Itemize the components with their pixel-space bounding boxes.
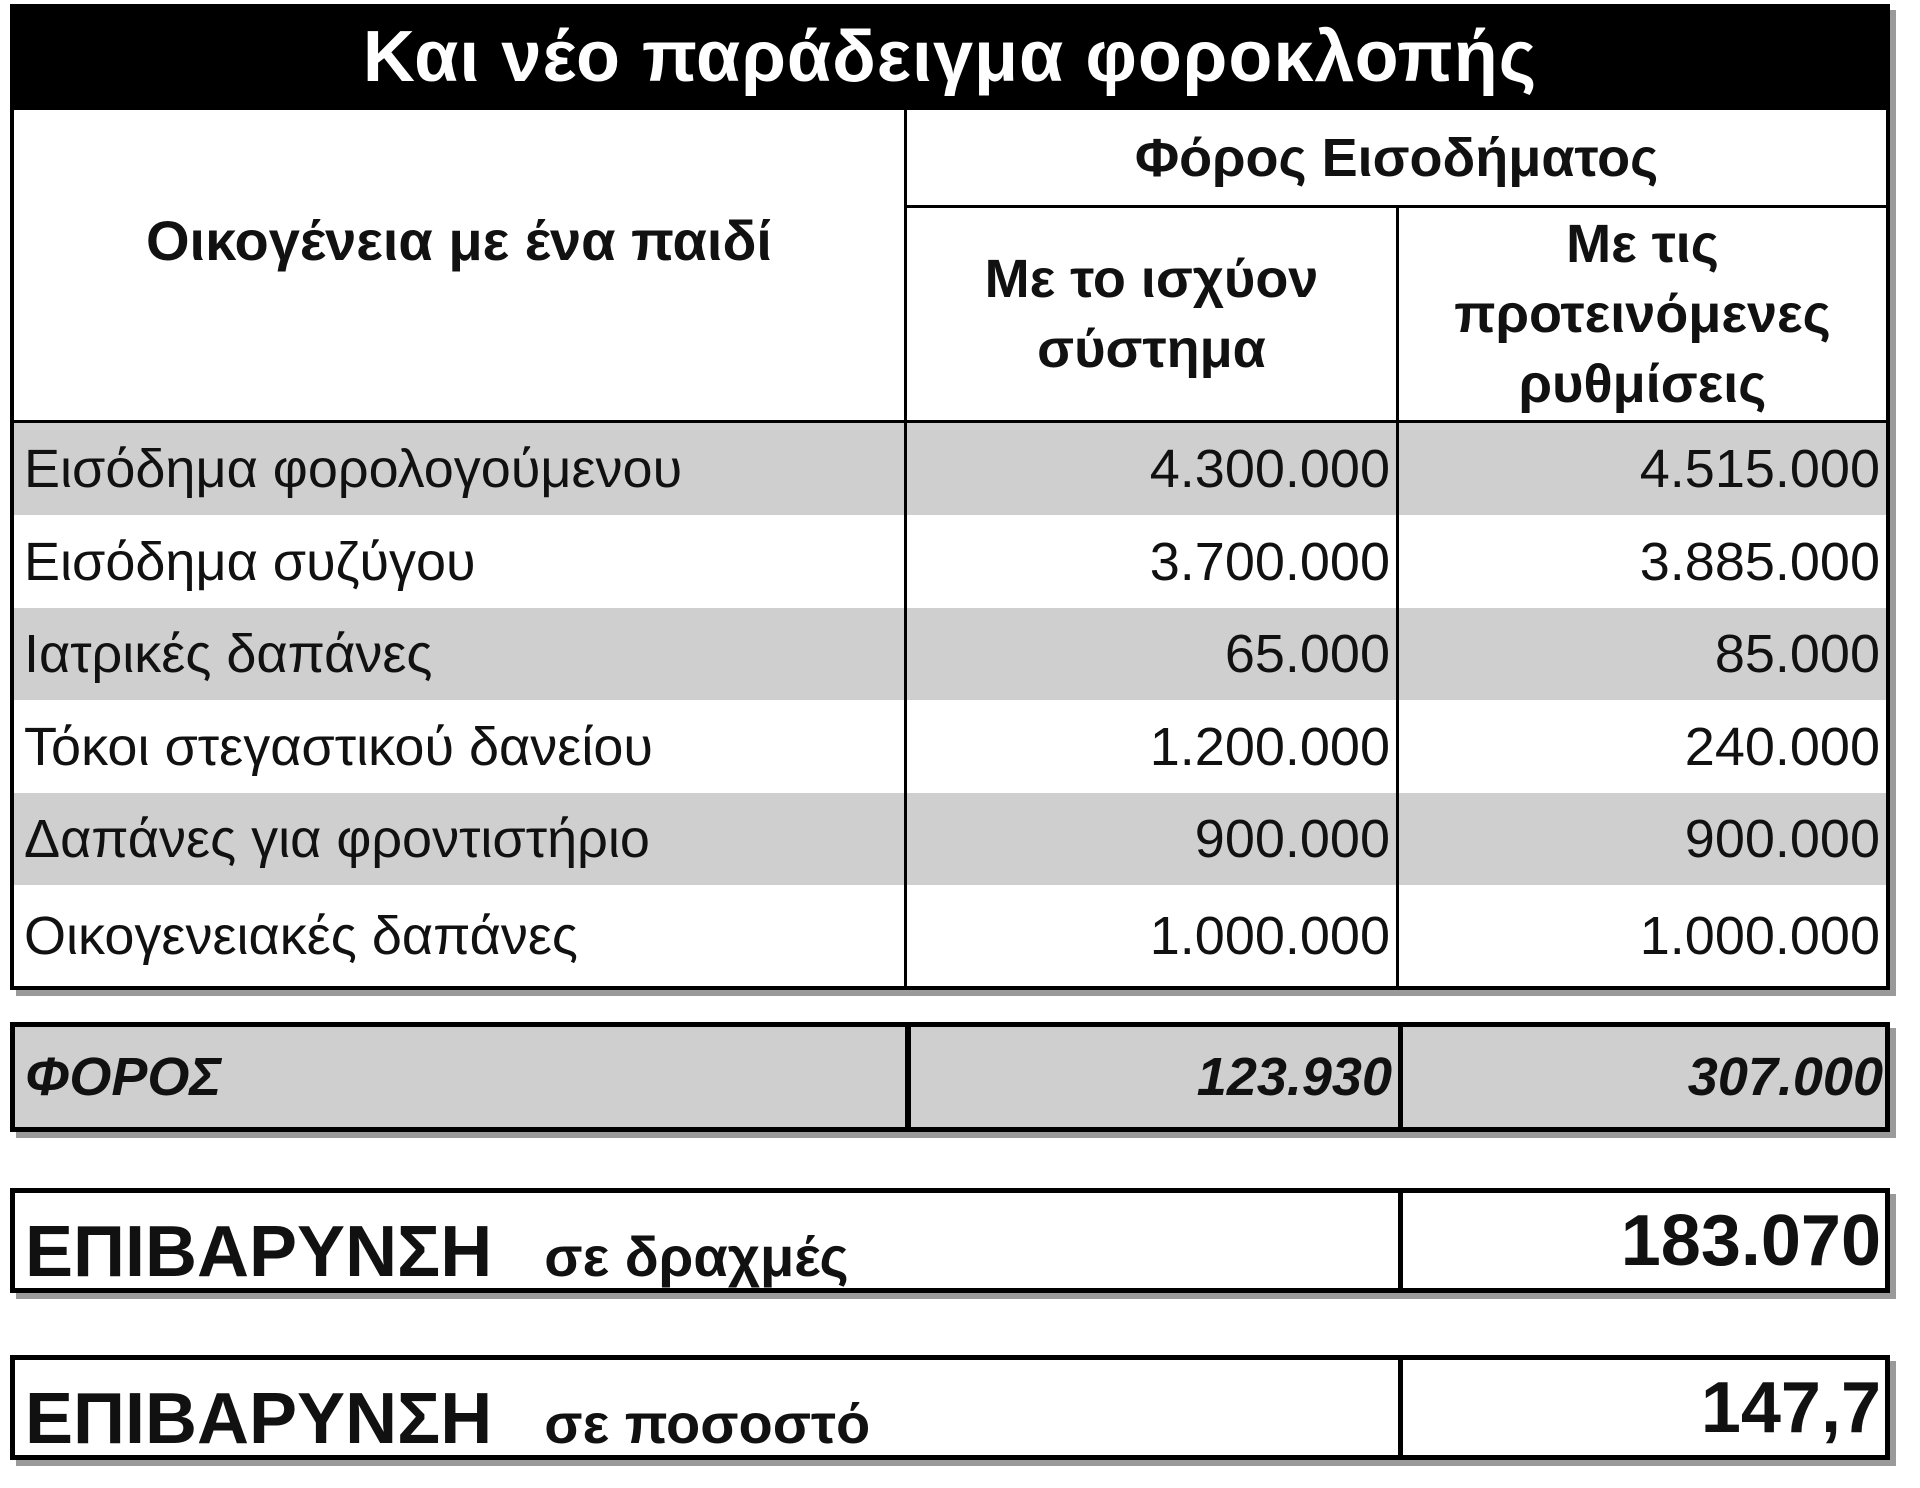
income-tax-table: [10, 110, 1890, 990]
row-current-value: 4.300.000: [907, 423, 1396, 515]
column-divider: [904, 110, 907, 986]
burden-percent-value: 147,7: [1700, 1367, 1881, 1448]
row-label: Εισόδημα συζύγου: [24, 531, 476, 592]
burden-percent-label-group: [15, 1360, 1395, 1459]
row-label: Ιατρικές δαπάνες: [14, 608, 904, 700]
column-divider: [1396, 205, 1399, 986]
burden-label: ΕΠΙΒΑΡΥΝΣΗ: [25, 1379, 493, 1459]
row-current-value: 65.000: [907, 608, 1396, 700]
burden-percent-box: [10, 1355, 1890, 1460]
tax-current-value: 123.930: [1196, 1047, 1392, 1107]
burden-drachmas-value: 183.070: [1620, 1200, 1881, 1281]
header-divider: [907, 205, 1886, 208]
row-current-value: 3.700.000: [1149, 531, 1390, 592]
row-proposed-value: 85.000: [1399, 608, 1886, 700]
header-family: Οικογένεια με ένα παιδί: [146, 208, 772, 272]
title-bar: [10, 4, 1890, 110]
burden-sublabel: σε ποσοστό: [544, 1392, 871, 1455]
burden-label: ΕΠΙΒΑΡΥΝΣΗ: [25, 1212, 493, 1292]
row-label: Τόκοι στεγαστικού δανείου: [24, 716, 653, 777]
row-current-value: 1.200.000: [1149, 716, 1390, 777]
row-proposed-value: 4.515.000: [1399, 423, 1886, 515]
row-label: Οικογενειακές δαπάνες: [24, 905, 578, 966]
tax-proposed-value: 307.000: [1687, 1047, 1883, 1107]
burden-drachmas-label-group: [15, 1193, 1395, 1292]
row-proposed-value: 900.000: [1399, 793, 1886, 885]
page-title: Και νέο παράδειγμα φοροκλοπής: [362, 17, 1538, 97]
tax-total-row: [10, 1022, 1890, 1132]
header-income-tax: Φόρος Εισοδήματος: [1134, 127, 1659, 188]
burden-drachmas-box: [10, 1188, 1890, 1293]
header-current-system: Με το ισχύον σύστημα: [984, 249, 1319, 379]
row-current-value: 1.000.000: [1149, 905, 1390, 966]
row-proposed-value: 3.885.000: [1639, 531, 1880, 592]
row-label: Δαπάνες για φροντιστήριο: [14, 793, 904, 885]
header-proposed-settings: Με τις προτεινόμενες ρυθμίσεις: [1454, 214, 1831, 414]
row-proposed-value: 1.000.000: [1639, 905, 1880, 966]
row-current-value: 900.000: [907, 793, 1396, 885]
tax-label: ΦΟΡΟΣ: [25, 1047, 222, 1107]
header-divider: [14, 420, 1886, 423]
row-label: Εισόδημα φορολογούμενου: [14, 423, 904, 515]
burden-sublabel: σε δραχμές: [544, 1225, 849, 1288]
row-proposed-value: 240.000: [1684, 716, 1880, 777]
